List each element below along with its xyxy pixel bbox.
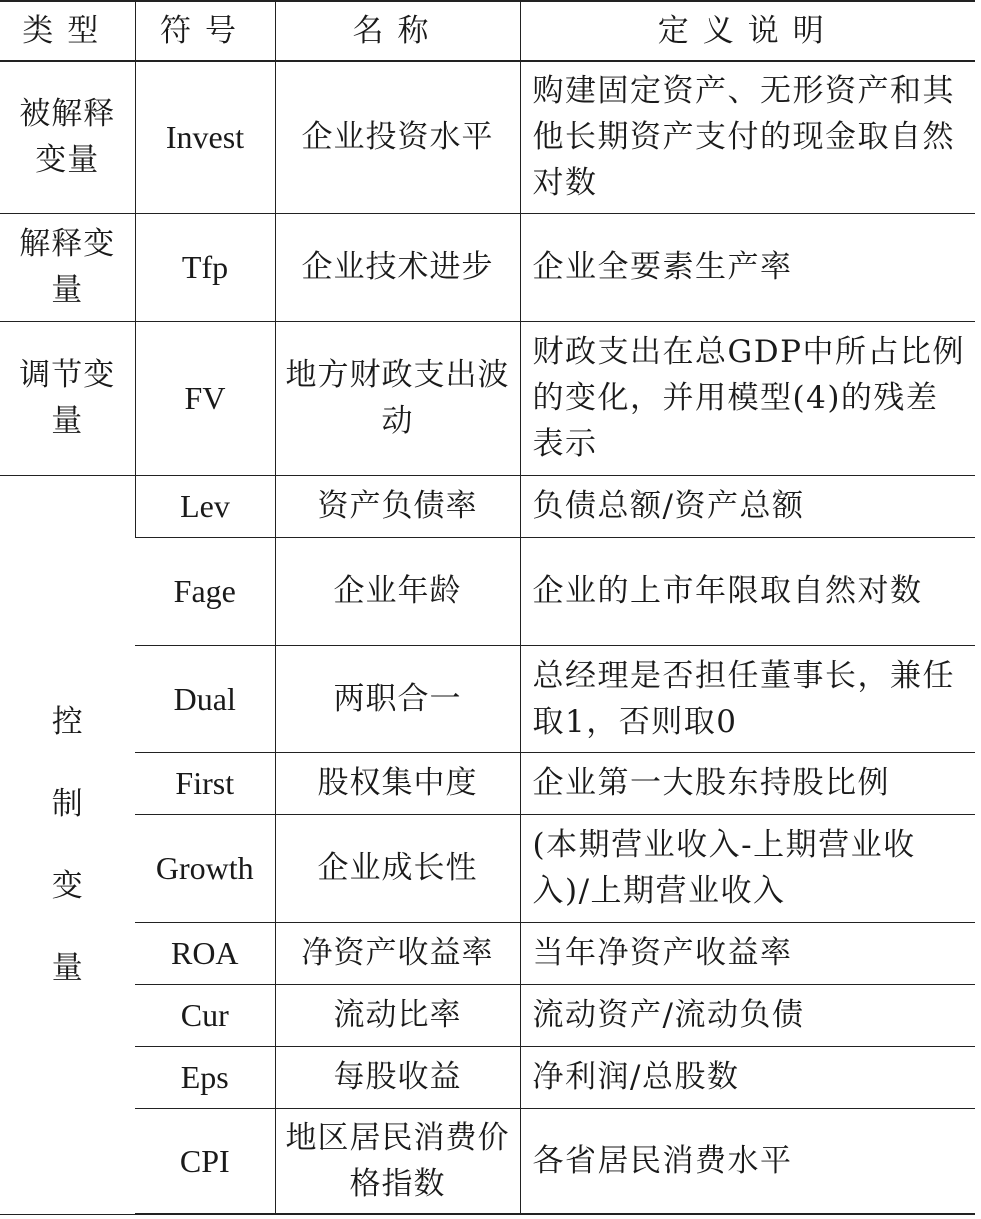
definition-cell: 当年净资产收益率 — [520, 922, 975, 984]
name-cell: 流动比率 — [275, 984, 520, 1046]
definition-cell: 企业的上市年限取自然对数 — [520, 537, 975, 645]
header-row — [0, 1, 975, 61]
type-cell-explained: 被解释变量 — [0, 61, 135, 213]
symbol-cell: ROA — [135, 922, 275, 984]
table-row — [0, 645, 975, 752]
header-type: 类型 — [0, 1, 135, 61]
symbol-cell: CPI — [135, 1108, 275, 1214]
table-row — [0, 61, 975, 213]
type-cell-control — [0, 475, 135, 1214]
definition-cell: 各省居民消费水平 — [520, 1108, 975, 1214]
header-name: 名称 — [275, 1, 520, 61]
name-cell: 企业投资水平 — [275, 61, 520, 213]
table-row — [0, 984, 975, 1046]
name-cell: 两职合一 — [275, 645, 520, 752]
name-cell: 企业成长性 — [275, 814, 520, 922]
definition-cell: 财政支出在总GDP中所占比例的变化，并用模型(4)的残差表示 — [520, 321, 975, 475]
symbol-cell: First — [135, 752, 275, 814]
table-row — [0, 321, 975, 475]
symbol-cell: Fage — [135, 537, 275, 645]
control-char: 变 — [51, 867, 83, 904]
name-cell: 地区居民消费价格指数 — [275, 1108, 520, 1214]
symbol-cell: Growth — [135, 814, 275, 922]
name-cell: 资产负债率 — [275, 475, 520, 537]
name-cell: 地方财政支出波动 — [275, 321, 520, 475]
symbol-cell: Dual — [135, 645, 275, 752]
definition-cell: 购建固定资产、无形资产和其他长期资产支付的现金取自然对数 — [520, 61, 975, 213]
control-char: 量 — [51, 949, 83, 986]
symbol-cell: FV — [135, 321, 275, 475]
table-row — [0, 752, 975, 814]
name-cell: 股权集中度 — [275, 752, 520, 814]
table-row — [0, 1046, 975, 1108]
definition-cell: 企业全要素生产率 — [520, 213, 975, 321]
symbol-cell: Eps — [135, 1046, 275, 1108]
symbol-cell: Cur — [135, 984, 275, 1046]
table-row — [0, 475, 975, 537]
symbol-cell: Lev — [135, 475, 275, 537]
control-char: 控 — [51, 703, 83, 740]
definition-cell: 负债总额/资产总额 — [520, 475, 975, 537]
definition-cell: 总经理是否担任董事长，兼任取1，否则取0 — [520, 645, 975, 752]
definition-cell: 流动资产/流动负债 — [520, 984, 975, 1046]
symbol-cell: Tfp — [135, 213, 275, 321]
table-row — [0, 1108, 975, 1214]
type-cell-explanatory: 解释变量 — [0, 213, 135, 321]
header-symbol: 符号 — [135, 1, 275, 61]
name-cell: 企业技术进步 — [275, 213, 520, 321]
definition-cell: 净利润/总股数 — [520, 1046, 975, 1108]
table-row — [0, 537, 975, 645]
type-cell-moderating: 调节变量 — [0, 321, 135, 475]
name-cell: 净资产收益率 — [275, 922, 520, 984]
definition-cell: (本期营业收入-上期营业收入)/上期营业收入 — [520, 814, 975, 922]
definition-cell: 企业第一大股东持股比例 — [520, 752, 975, 814]
name-cell: 企业年龄 — [275, 537, 520, 645]
control-char: 制 — [51, 785, 83, 822]
name-cell: 每股收益 — [275, 1046, 520, 1108]
table-row — [0, 922, 975, 984]
table-row — [0, 814, 975, 922]
header-definition: 定义说明 — [520, 1, 975, 61]
table-row — [0, 213, 975, 321]
symbol-cell: Invest — [135, 61, 275, 213]
